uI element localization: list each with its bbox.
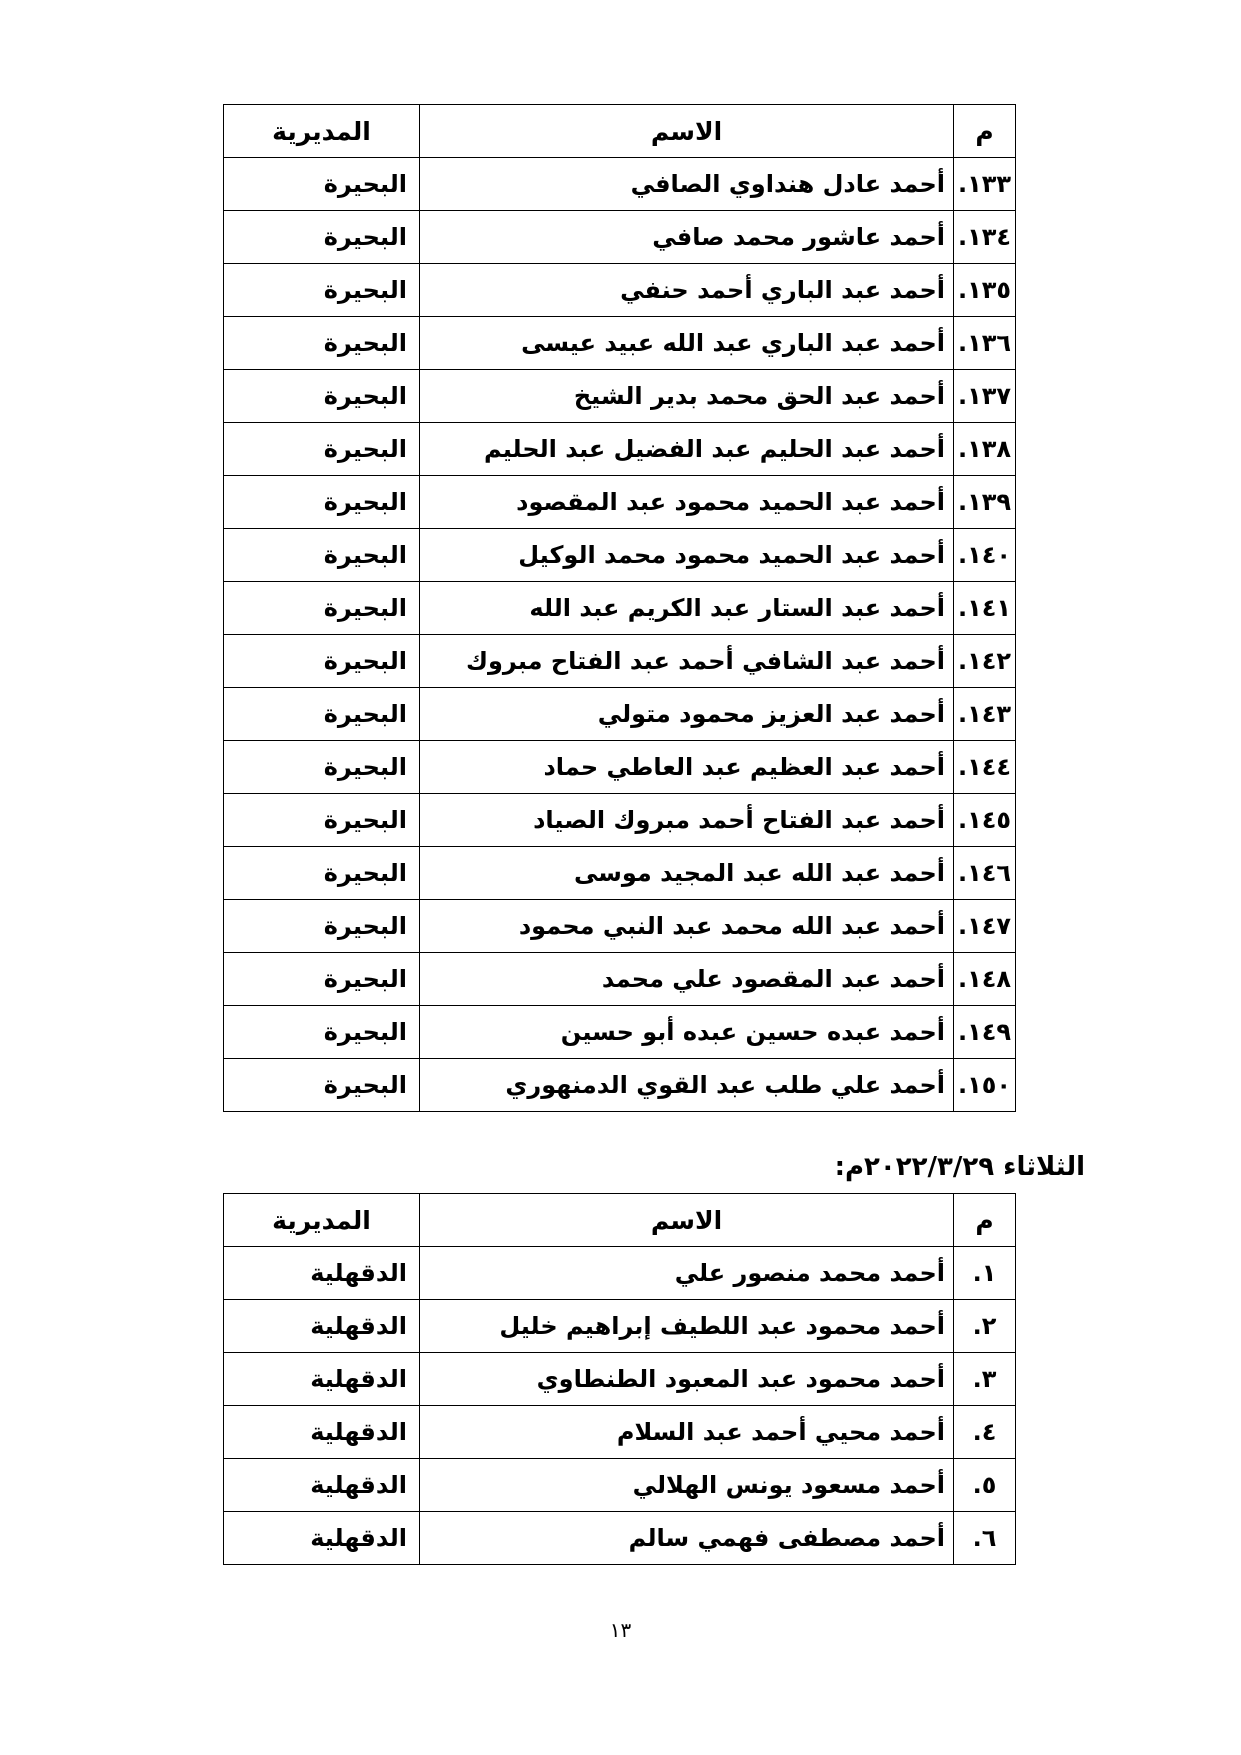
row-directorate: البحيرة — [224, 635, 420, 688]
row-directorate: البحيرة — [224, 741, 420, 794]
row-directorate: الدقهلية — [224, 1406, 420, 1459]
row-name: أحمد عبد الحميد محمود محمد الوكيل — [420, 529, 954, 582]
row-number: ١٤٠. — [954, 529, 1016, 582]
row-number: ٤. — [954, 1406, 1016, 1459]
row-directorate: البحيرة — [224, 794, 420, 847]
row-directorate: البحيرة — [224, 688, 420, 741]
table-row — [224, 1459, 1016, 1512]
row-name: أحمد عبد الباري عبد الله عبيد عيسى — [420, 317, 954, 370]
row-directorate: البحيرة — [224, 953, 420, 1006]
row-directorate: البحيرة — [224, 900, 420, 953]
row-number: ١٤٣. — [954, 688, 1016, 741]
table-row — [224, 582, 1016, 635]
row-directorate: البحيرة — [224, 847, 420, 900]
table-row — [224, 370, 1016, 423]
row-directorate: البحيرة — [224, 264, 420, 317]
table-row — [224, 1059, 1016, 1112]
row-name: أحمد عبد العزيز محمود متولي — [420, 688, 954, 741]
table-row — [224, 1006, 1016, 1059]
table-row — [224, 1406, 1016, 1459]
row-number: ١٤٢. — [954, 635, 1016, 688]
row-directorate: البحيرة — [224, 582, 420, 635]
row-directorate: الدقهلية — [224, 1459, 420, 1512]
table-row — [224, 423, 1016, 476]
table-header-row — [224, 1194, 1016, 1247]
row-directorate: البحيرة — [224, 529, 420, 582]
row-number: ١٣٨. — [954, 423, 1016, 476]
row-directorate: البحيرة — [224, 1059, 420, 1112]
row-name: أحمد عاشور محمد صافي — [420, 211, 954, 264]
table-row — [224, 211, 1016, 264]
row-number: ١٣٧. — [954, 370, 1016, 423]
row-name: أحمد عبد الله محمد عبد النبي محمود — [420, 900, 954, 953]
row-name: أحمد مصطفى فهمي سالم — [420, 1512, 954, 1565]
column-header-name: الاسم — [420, 105, 954, 158]
row-number: ١٤٥. — [954, 794, 1016, 847]
row-name: أحمد عبد الفتاح أحمد مبروك الصياد — [420, 794, 954, 847]
table-row — [224, 1300, 1016, 1353]
table-body — [224, 1247, 1016, 1565]
row-directorate: البحيرة — [224, 476, 420, 529]
row-name: أحمد عبد العظيم عبد العاطي حماد — [420, 741, 954, 794]
table-row — [224, 635, 1016, 688]
row-directorate: البحيرة — [224, 1006, 420, 1059]
table-body — [224, 158, 1016, 1112]
column-header-directorate: المديرية — [224, 105, 420, 158]
table-row — [224, 1247, 1016, 1300]
row-name: أحمد عادل هنداوي الصافي — [420, 158, 954, 211]
row-name: أحمد محمود عبد المعبود الطنطاوي — [420, 1353, 954, 1406]
row-directorate: البحيرة — [224, 317, 420, 370]
table-row — [224, 794, 1016, 847]
row-number: ١٥٠. — [954, 1059, 1016, 1112]
row-number: ١. — [954, 1247, 1016, 1300]
row-name: أحمد عبد المقصود علي محمد — [420, 953, 954, 1006]
row-number: ١٤٩. — [954, 1006, 1016, 1059]
row-number: ١٤٦. — [954, 847, 1016, 900]
row-directorate: الدقهلية — [224, 1247, 420, 1300]
row-number: ١٣٣. — [954, 158, 1016, 211]
row-number: ٥. — [954, 1459, 1016, 1512]
row-name: أحمد عبد الله عبد المجيد موسى — [420, 847, 954, 900]
row-number: ٣. — [954, 1353, 1016, 1406]
row-directorate: البحيرة — [224, 423, 420, 476]
row-directorate: الدقهلية — [224, 1512, 420, 1565]
row-name: أحمد محمد منصور علي — [420, 1247, 954, 1300]
column-header-name: الاسم — [420, 1194, 954, 1247]
row-name: أحمد محيي أحمد عبد السلام — [420, 1406, 954, 1459]
section-heading-date: الثلاثاء ٢٠٢٢/٣/٢٩م: — [834, 1152, 1085, 1182]
row-number: ١٤٨. — [954, 953, 1016, 1006]
table-row — [224, 476, 1016, 529]
row-directorate: البحيرة — [224, 211, 420, 264]
table-row — [224, 741, 1016, 794]
table-header-row — [224, 105, 1016, 158]
table-row — [224, 900, 1016, 953]
row-name: أحمد محمود عبد اللطيف إبراهيم خليل — [420, 1300, 954, 1353]
row-number: ١٣٩. — [954, 476, 1016, 529]
row-number: ١٣٥. — [954, 264, 1016, 317]
row-directorate: البحيرة — [224, 370, 420, 423]
row-number: ٦. — [954, 1512, 1016, 1565]
row-name: أحمد علي طلب عبد القوي الدمنهوري — [420, 1059, 954, 1112]
table-row — [224, 688, 1016, 741]
table-row — [224, 1353, 1016, 1406]
participants-table-1 — [223, 104, 1016, 1112]
row-name: أحمد عبد الحميد محمود عبد المقصود — [420, 476, 954, 529]
row-name: أحمد عبد الحق محمد بدير الشيخ — [420, 370, 954, 423]
row-number: ١٣٤. — [954, 211, 1016, 264]
table-row — [224, 317, 1016, 370]
table-row — [224, 529, 1016, 582]
table-row — [224, 847, 1016, 900]
column-header-number: م — [954, 1194, 1016, 1247]
table-row — [224, 158, 1016, 211]
row-number: ١٤٧. — [954, 900, 1016, 953]
row-name: أحمد عبد الشافي أحمد عبد الفتاح مبروك — [420, 635, 954, 688]
row-directorate: الدقهلية — [224, 1353, 420, 1406]
page-number: ١٣ — [609, 1618, 632, 1642]
row-number: ١٤١. — [954, 582, 1016, 635]
table-row — [224, 1512, 1016, 1565]
row-number: ١٣٦. — [954, 317, 1016, 370]
row-name: أحمد عبده حسين عبده أبو حسين — [420, 1006, 954, 1059]
table-row — [224, 953, 1016, 1006]
row-directorate: البحيرة — [224, 158, 420, 211]
row-name: أحمد مسعود يونس الهلالي — [420, 1459, 954, 1512]
row-name: أحمد عبد الباري أحمد حنفي — [420, 264, 954, 317]
column-header-number: م — [954, 105, 1016, 158]
participants-table-2 — [223, 1193, 1016, 1565]
table-row — [224, 264, 1016, 317]
row-directorate: الدقهلية — [224, 1300, 420, 1353]
column-header-directorate: المديرية — [224, 1194, 420, 1247]
row-name: أحمد عبد الحليم عبد الفضيل عبد الحليم — [420, 423, 954, 476]
row-name: أحمد عبد الستار عبد الكريم عبد الله — [420, 582, 954, 635]
row-number: ١٤٤. — [954, 741, 1016, 794]
row-number: ٢. — [954, 1300, 1016, 1353]
